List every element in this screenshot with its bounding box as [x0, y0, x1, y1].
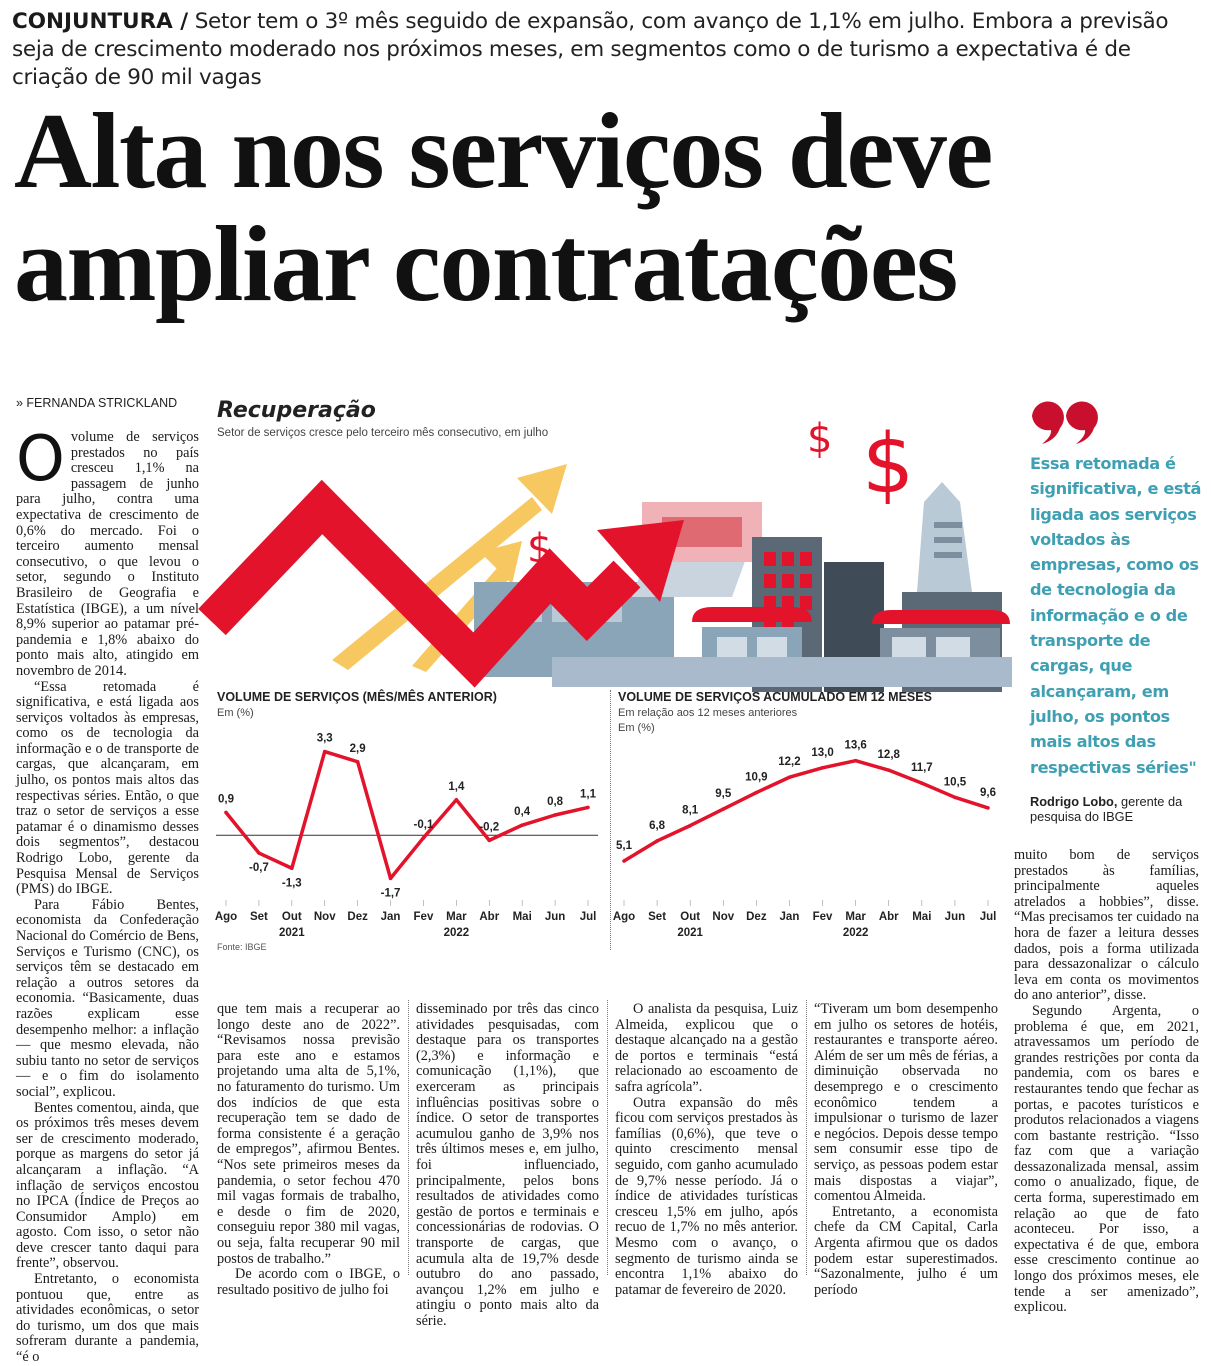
year-label: 2022	[443, 927, 470, 939]
x-tick-label: Out	[680, 911, 701, 923]
drop-cap: O	[16, 422, 65, 495]
data-point	[553, 813, 557, 817]
paragraph: Bentes comentou, ainda, que os próximos três meses devem ser de crescimento moderado, porque as margens do setor já alcançaram a inflação. “A inflação de serviços encostou no IPCA (Índice de Preços ao Consumidor Amplo) em agosto. Com isso, o setor não deve crescer tanto daqui para frente”, observou.	[16, 1099, 199, 1272]
x-tick-label: Abr	[878, 911, 899, 923]
x-tick-label: Set	[648, 911, 667, 923]
data-point	[920, 781, 924, 785]
paragraph: Segundo Argenta, o problema é que, em 2021, atravessamos um período de grandes restrições por conta da pandemia, com os bares e restaurantes tendo que fechar as portas, e pacotes turísticos e produtos relacionados a viagens com bastante restrição. “Isso faz com que a variação dessazonalizada mensal, assim como o anualizado, fique, de certa forma, superestimado em relação ao que de fato aconteceu. Por isso, a expectativa é de que, embora esse crescimento continue ao longo dos próximos meses, ele tende a ser amenizado”, explicou.	[1014, 1002, 1199, 1316]
paragraph: disseminado por três das cinco atividades pesquisadas, com destaque para os transportes (2,3%) e informação e comunicação (1,1%), que exerceram as principais influências positivas sobre o índice. O setor de transportes acumulou ganho de 3,9% nos três últimos meses e, em julho, foi influenciado, principalmente, pelos bons resultados de atividades como gestão de portos e terminais e concessionárias de rodovias. O transporte de cargas, que acumula alta de 19,7% desde outubro do ano passado, avançou 1,2% em julho e atingiu o ponto mais alto da série.	[416, 1001, 599, 1329]
paragraph: muito bom de serviços prestados às famílias, principalmente aqueles atrelados a hobbies”, disse. “Mas precisamos ter cuidado na hora de fazer a leitura desses dados, pois a forma utilizada para dessazonalizar o cálculo leva em conta os movimentos do ano anterior”, disse.	[1014, 847, 1199, 1004]
column-rule	[806, 1000, 807, 1275]
paragraph: Outra expansão do mês ficou com serviços prestados às famílias (0,6%), que teve o quinto crescimento mensal seguido, com ganho acumulado de 9,7% nesse período. Já o índice de atividades turísticas cresceu 1,5% em julho, após recuo de 1,7% no mês anterior. Mesmo com o avanço, o segmento de turismo ainda se encontra 1,1% abaixo do patamar de fevereiro de 2020.	[615, 1094, 798, 1298]
kicker-text: Setor tem o 3º mês seguido de expansão, com avanço de 1,1% em julho. Embora a previsão seja de crescimento moderado nos próximos meses, em segmentos como o de turismo a expectativa é de criação de 90 mil vagas	[12, 9, 1169, 90]
x-tick-label: Jul	[579, 911, 597, 923]
data-label: 11,7	[910, 762, 933, 775]
x-tick-label: Dez	[746, 911, 767, 923]
data-label: 2,9	[349, 742, 366, 755]
data-point	[721, 807, 725, 811]
data-label: 10,5	[943, 776, 967, 789]
data-point	[586, 806, 590, 810]
year-label: 2022	[842, 927, 869, 939]
x-tick-label: Nov	[313, 911, 336, 923]
paragraph: “Essa retomada é significativa, e está ligada aos serviços voltados às empresas, como os de tecnologia da informação e o de transporte de cargas, que alcançaram, em julho, os pontos mais altos das respectivas séries. Então, o que traz o setor de serviços a esse patamar é o dinamismo desses dois segmentos”, destacou Rodrigo Lobo, gerente da Pesquisa Mensal de Serviços (PMS) do IBGE.	[16, 678, 199, 898]
chart-source: Fonte: IBGE	[217, 942, 267, 952]
article-column-6	[1014, 848, 1199, 1316]
year-label: 2021	[279, 927, 305, 939]
data-label: 9,5	[715, 788, 732, 801]
section-tag: CONJUNTURA /	[12, 9, 189, 34]
x-tick-label: Mar	[845, 911, 866, 923]
chart-1-title: VOLUME DE SERVIÇOS (MÊS/MÊS ANTERIOR)	[217, 690, 497, 704]
x-tick-label: Jun	[944, 911, 966, 923]
infographic-subtitle: Setor de serviços cresce pelo terceiro mês consecutivo, em julho	[217, 427, 549, 439]
data-point	[257, 851, 261, 855]
quote-author: Rodrigo Lobo, gerente da pesquisa do IBGE	[1030, 793, 1183, 824]
data-label: 1,4	[448, 780, 465, 793]
paragraph: Para Fábio Bentes, economista da Confederação Nacional do Comércio de Bens, Serviços e Turismo (CNC), os serviços têm se destacado em relação a outros setores da economia. “Basicamente, duas razões explicam esse desempenho melhor: a inflação — que mesmo elevada, não subiu tanto no setor de serviços — e o fim do isolamento social”, explicou.	[16, 896, 199, 1100]
data-point	[655, 839, 659, 843]
column-rule	[607, 1000, 608, 1275]
infographic	[212, 392, 1012, 962]
data-label: 0,9	[218, 793, 234, 806]
x-tick-label: Out	[281, 911, 302, 923]
column-rule	[408, 1000, 409, 1275]
article-column-3	[416, 1002, 599, 1329]
dollar-icon: $	[527, 526, 553, 572]
chart-2-title: VOLUME DE SERVIÇOS ACUMULADO EM 12 MESES	[618, 690, 932, 704]
illustration	[212, 392, 1012, 692]
data-point	[755, 791, 759, 795]
data-point	[455, 798, 459, 802]
x-tick-label: Dez	[347, 911, 368, 923]
data-label: 13,6	[844, 739, 867, 752]
data-point	[688, 824, 692, 828]
data-point	[323, 750, 327, 754]
data-point	[788, 775, 792, 779]
pull-quote	[1030, 396, 1205, 824]
paragraph: Entretanto, o economista pontuou que, entre as atividades econômicas, o setor do turismo, um dos que mais sofreram durante a pandemia, “é o	[16, 1271, 199, 1366]
data-point	[422, 836, 426, 840]
x-tick-label: Abr	[479, 911, 500, 923]
paragraph: De acordo com o IBGE, o resultado positivo de julho foi	[217, 1266, 400, 1298]
data-label: 12,2	[778, 756, 801, 769]
x-tick-label: Ago	[612, 911, 636, 923]
data-label: -0,1	[413, 818, 434, 831]
x-tick-label: Jan	[779, 911, 800, 923]
x-tick-label: Nov	[712, 911, 735, 923]
data-point	[224, 811, 228, 815]
data-label: -0,7	[248, 862, 269, 875]
data-label: -1,3	[281, 877, 302, 890]
chart-2	[612, 724, 1007, 944]
data-label: 1,1	[580, 788, 596, 801]
series-line	[624, 761, 988, 861]
chart-2-unit: Em (%)	[618, 722, 655, 734]
data-point	[389, 877, 393, 881]
x-tick-label: Fev	[812, 911, 833, 923]
article-column-2	[217, 1002, 400, 1298]
data-label: 5,1	[616, 840, 632, 853]
data-label: -0,2	[479, 821, 500, 834]
kicker	[12, 8, 1202, 92]
headline: Alta nos serviços deve ampliar contratações	[14, 92, 992, 324]
data-label: 9,6	[980, 786, 996, 799]
paragraph: Ovolume de serviços prestados no país cresceu 1,1% na passagem de junho para julho, contra uma expectativa de crescimento de 0,6% do mercado. Foi o terceiro aumento mensal consecutivo, o que levou o setor, segundo o Instituto Brasileiro de Geografia e Estatística (IBGE), a um nível 8,9% superior ao patamar pré-pandemia e 1,8% abaixo do ponto mais alto, atingido em novembro de 2014.	[16, 422, 199, 679]
byline: » FERNANDA STRICKLAND	[16, 396, 178, 410]
data-point	[622, 859, 626, 863]
data-label: 6,8	[649, 819, 666, 832]
x-tick-label: Mai	[912, 911, 932, 923]
data-point	[356, 760, 360, 764]
chart-2-subtitle: Em relação aos 12 meses anteriores	[618, 707, 798, 719]
data-label: 0,8	[547, 796, 564, 808]
chart-1	[212, 724, 607, 944]
article-column-4	[615, 1002, 798, 1298]
paragraph: O analista da pesquisa, Luiz Almeida, explicou que o destaque alcançado na a gestão de portos e terminais “está relacionado ao escoamento de safra agrícola”.	[615, 1001, 798, 1095]
chart-divider	[610, 690, 611, 950]
data-label: -1,7	[380, 887, 401, 900]
x-tick-label: Ago	[214, 911, 238, 923]
article-column-5	[814, 1002, 998, 1298]
data-point	[290, 866, 294, 870]
dollar-icon: $	[807, 416, 833, 462]
x-tick-label: Fev	[413, 911, 434, 923]
x-tick-label: Jun	[544, 911, 566, 923]
paragraph: que tem mais a recuperar ao longo deste ano de 2022”. “Revisamos nossa previsão para este ano e estamos projetando uma alta de 5,1%, no faturamento do turismo. Um dos indícios de que esta recuperação tem se dado de forma consistente é a geração de empregos”, afirmou Bentes. “Nos sete primeiros meses da pandemia, o setor fechou 470 mil vagas formais de trabalho, e desde o fim de 2020, conseguiu repor 380 mil vagas, ou seja, falta recuperar 90 mil postos de trabalho.”	[217, 1001, 400, 1267]
article-column-1	[16, 422, 199, 1366]
data-point	[821, 766, 825, 770]
data-label: 12,8	[877, 749, 900, 762]
data-point	[953, 796, 957, 800]
data-label: 13,0	[811, 746, 834, 759]
infographic-title: Recuperação	[217, 398, 376, 423]
x-tick-label: Mai	[512, 911, 532, 923]
data-point	[520, 823, 524, 827]
data-label: 3,3	[316, 732, 333, 745]
x-tick-label: Mar	[446, 911, 467, 923]
data-label: 0,4	[514, 806, 531, 819]
chart-1-unit: Em (%)	[217, 707, 254, 719]
data-point	[487, 839, 491, 843]
x-tick-label: Set	[249, 911, 268, 923]
data-label: 10,9	[745, 771, 768, 784]
dollar-icon: $	[862, 417, 915, 512]
series-line	[226, 752, 588, 879]
data-point	[986, 806, 990, 810]
year-label: 2021	[677, 927, 703, 939]
data-point	[887, 768, 891, 772]
paragraph: Entretanto, a economista chefe da CM Capital, Carla Argenta afirmou que os dados podem estar superestimados. “Sazonalmente, julho é um período	[814, 1203, 998, 1298]
x-tick-label: Jan	[380, 911, 401, 923]
x-tick-label: Jul	[979, 911, 997, 923]
paragraph: “Tiveram um bom desempenho em julho os setores de hotéis, restaurantes e transporte aéreo. Além de ser um mês de férias, a diminuição observada no desemprego e o crescimento econômico tendem a impulsionar o turismo de lazer e negócios. Depois desse tempo sem consumir esse tipo de serviço, as pessoas podem estar mais dispostas a viajar”, comentou Almeida.	[814, 1001, 998, 1205]
quote-marks-icon	[1030, 396, 1100, 444]
quote-text: Essa retomada é significativa, e está ligada aos serviços voltados às empresas, como os de tecnologia da informação e o de transporte de cargas, que alcançaram, em julho, os pontos mais altos das respectivas séries"	[1030, 454, 1201, 777]
data-label: 8,1	[682, 804, 699, 817]
data-point	[854, 759, 858, 763]
